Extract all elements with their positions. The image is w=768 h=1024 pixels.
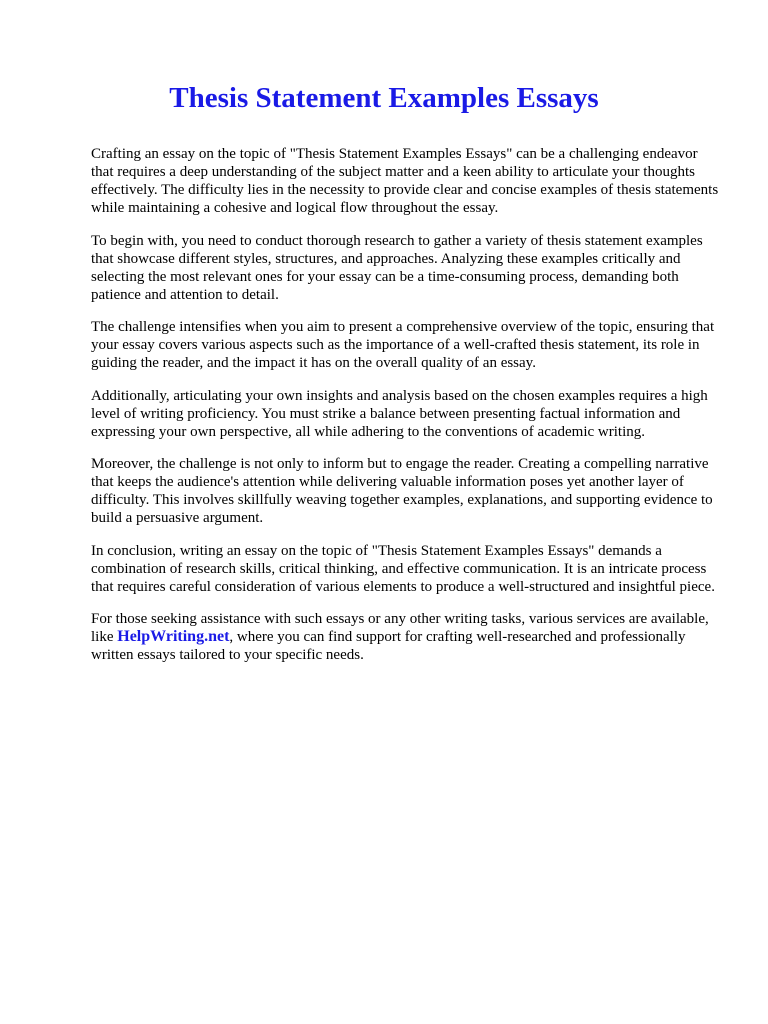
closing-text-after-link: , where you can find support for crafting well-researched and professionally written essays tailored to your specific needs.: [91, 629, 686, 663]
paragraph-4: Additionally, articulating your own insights and analysis based on the chosen examples requires a high level of writing proficiency. You must strike a balance between presenting factual information and expressing your own perspective, all while adhering to the conventions of academic writing.: [91, 387, 708, 440]
closing-paragraph: [91, 610, 721, 664]
paragraph-5: Moreover, the challenge is not only to inform but to engage the reader. Creating a compelling narrative that keeps the audience's attention while delivering valuable information poses yet another layer of difficulty. This involves skillfully weaving together examples, explanations, and supporting evidence to build a persuasive argument.: [91, 456, 713, 526]
closing-text-before-link: For those seeking assistance with such essays or any other writing tasks, various services are available, like: [91, 611, 709, 645]
paragraph-6: In conclusion, writing an essay on the topic of "Thesis Statement Examples Essays" demands a combination of research skills, critical thinking, and effective communication. It is an intricate process that requires careful consideration of various elements to produce a well-structured and insightful piece.: [91, 542, 715, 595]
paragraph-2: To begin with, you need to conduct thorough research to gather a variety of thesis statement examples that showcase different styles, structures, and approaches. Analyzing these examples critically and selecting the most relevant ones for your essay can be a time-consuming process, demanding both patience and attention to detail.: [91, 232, 703, 303]
helpwriting-link[interactable]: HelpWriting.net: [117, 628, 230, 645]
page-title: Thesis Statement Examples Essays: [169, 82, 599, 114]
paragraph-3: The challenge intensifies when you aim to present a comprehensive overview of the topic, ensuring that your essay covers various aspects such as the importance of a well-crafted thesis statement, its role in guiding the reader, and the impact it has on the overall quality of an essay.: [91, 319, 715, 371]
paragraph-1: Crafting an essay on the topic of "Thesis Statement Examples Essays" can be a challenging endeavor that requires a deep understanding of the subject matter and a keen ability to articulate your thoughts effectively. The difficulty lies in the necessity to provide clear and concise examples of thesis statements while maintaining a cohesive and logical flow throughout the essay.: [91, 146, 719, 216]
document-body: [91, 145, 721, 679]
